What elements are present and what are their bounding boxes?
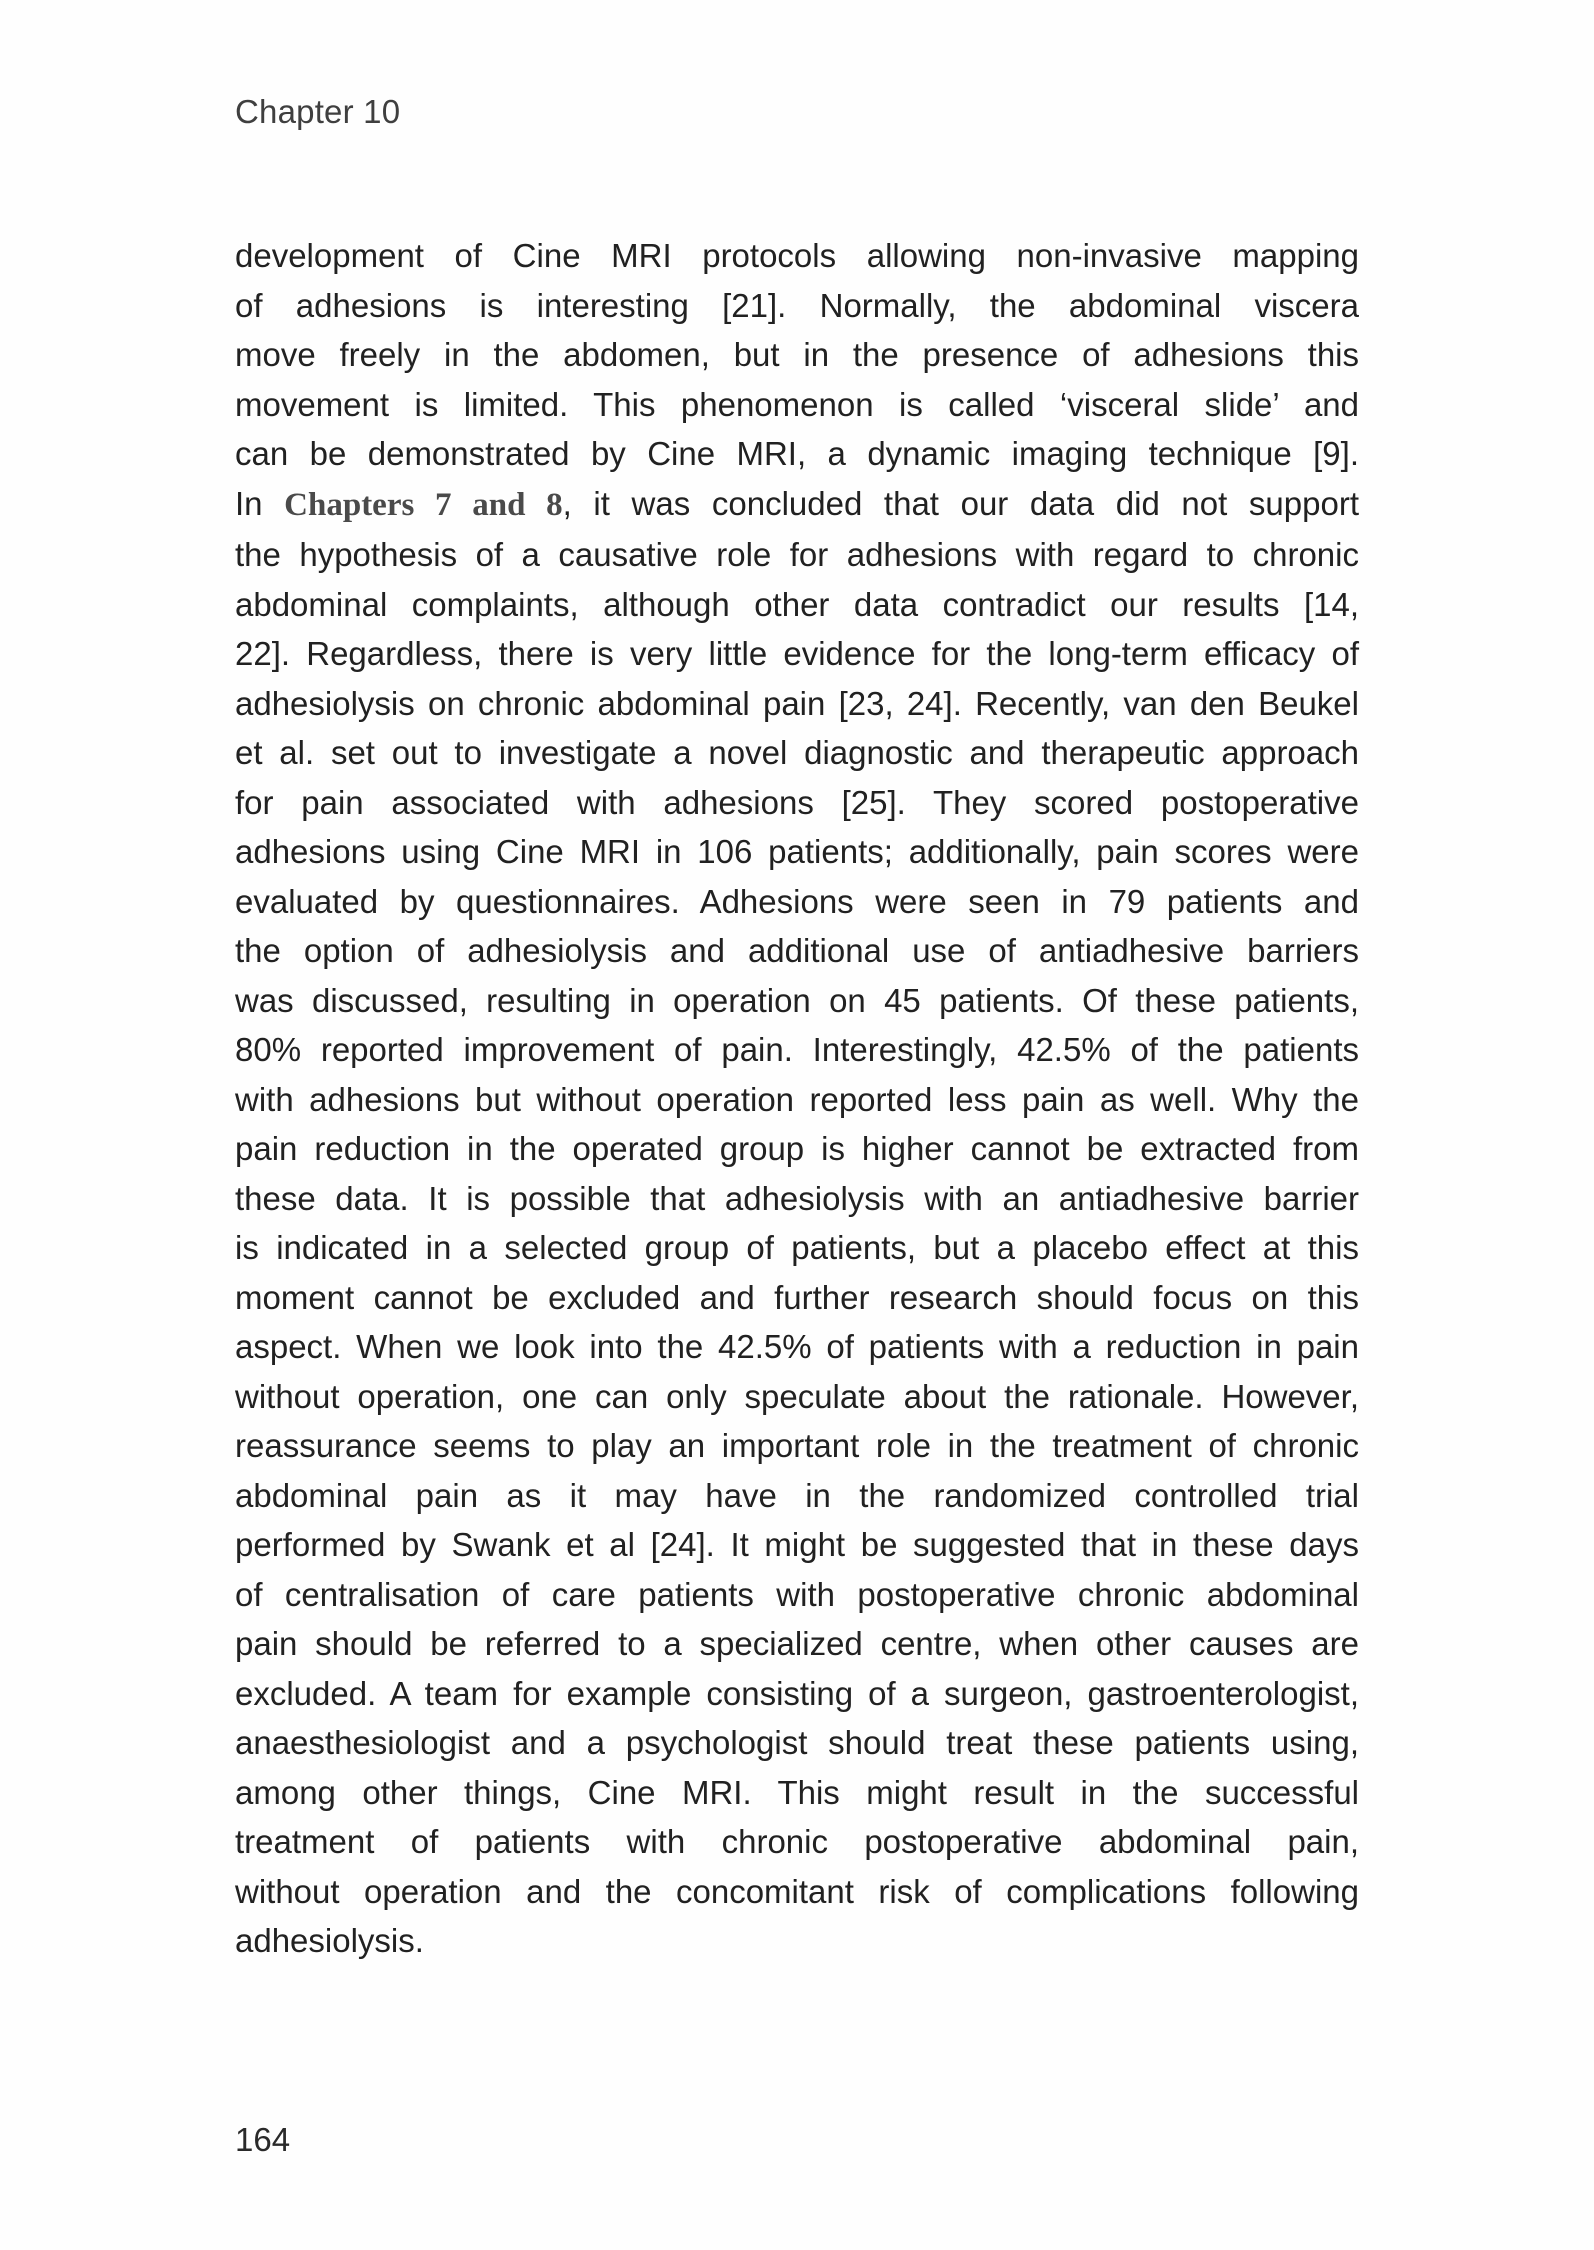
text-line: among other things, Cine MRI. This might result in the successful xyxy=(235,1773,1359,1811)
text-line: without operation, one can only speculate about the rationale. However, xyxy=(235,1377,1359,1415)
text-line: adhesiolysis on chronic abdominal pain [23, 24]. Recently, van den Beukel xyxy=(235,684,1359,722)
text-line: move freely in the abdomen, but in the presence of adhesions this xyxy=(235,336,1359,373)
text-line: pain reduction in the operated group is higher cannot be extracted from xyxy=(235,1130,1359,1167)
text-line: the option of adhesiolysis and additional use of antiadhesive barriers xyxy=(235,932,1359,969)
text-line: was discussed, resulting in operation on 45 patients. Of these patients, xyxy=(235,981,1359,1019)
text-line: pain should be referred to a specialized centre, when other causes are xyxy=(235,1625,1359,1662)
text-line: of adhesions is interesting [21]. Normally, the abdominal viscera xyxy=(235,286,1359,324)
text-line: aspect. When we look into the 42.5% of patients with a reduction in pain xyxy=(235,1328,1359,1365)
text-line: 22]. Regardless, there is very little evidence for the long-term efficacy of xyxy=(235,635,1359,672)
text-line: of centralisation of care patients with postoperative chronic abdominal xyxy=(235,1575,1359,1613)
text-line: movement is limited. This phenomenon is called ‘visceral slide’ and xyxy=(235,385,1359,423)
text-line: In Chapters 7 and 8, it was concluded that our data did not support xyxy=(235,484,1359,523)
text-line: can be demonstrated by Cine MRI, a dynamic imaging technique [9]. xyxy=(235,435,1359,472)
text-line: moment cannot be excluded and further research should focus on this xyxy=(235,1278,1359,1316)
running-header: Chapter 10 xyxy=(235,93,401,130)
text-line: excluded. A team for example consisting of a surgeon, gastroenterologist, xyxy=(235,1674,1359,1712)
text-line: these data. It is possible that adhesiolysis with an antiadhesive barrier xyxy=(235,1179,1359,1217)
page-number: 164 xyxy=(235,2121,291,2158)
text-line: treatment of patients with chronic postoperative abdominal pain, xyxy=(235,1823,1359,1860)
text-line: reassurance seems to play an important role in the treatment of chronic xyxy=(235,1427,1359,1464)
text-line: abdominal complaints, although other data contradict our results [14, xyxy=(235,585,1359,623)
text-line: abdominal pain as it may have in the randomized controlled trial xyxy=(235,1476,1359,1514)
text-line: 80% reported improvement of pain. Interestingly, 42.5% of the patients xyxy=(235,1031,1359,1068)
text-line: with adhesions but without operation reported less pain as well. Why the xyxy=(235,1080,1359,1118)
text-line: development of Cine MRI protocols allowing non-invasive mapping xyxy=(235,237,1359,274)
chapter-reference: Chapters 7 and 8 xyxy=(284,486,563,523)
text-line: anaesthesiologist and a psychologist should treat these patients using, xyxy=(235,1724,1359,1761)
text-line: evaluated by questionnaires. Adhesions were seen in 79 patients and xyxy=(235,882,1359,920)
body-paragraph xyxy=(235,231,1359,1966)
text-line: adhesiolysis. xyxy=(235,1922,424,1959)
text-line: the hypothesis of a causative role for adhesions with regard to chronic xyxy=(235,536,1359,573)
text-line: adhesions using Cine MRI in 106 patients; additionally, pain scores were xyxy=(235,833,1359,870)
text-line: for pain associated with adhesions [25]. They scored postoperative xyxy=(235,783,1359,821)
text-line: performed by Swank et al [24]. It might be suggested that in these days xyxy=(235,1526,1359,1563)
text-line: is indicated in a selected group of patients, but a placebo effect at this xyxy=(235,1229,1359,1266)
text-line: without operation and the concomitant risk of complications following xyxy=(235,1872,1359,1910)
text-line: et al. set out to investigate a novel diagnostic and therapeutic approach xyxy=(235,734,1359,771)
